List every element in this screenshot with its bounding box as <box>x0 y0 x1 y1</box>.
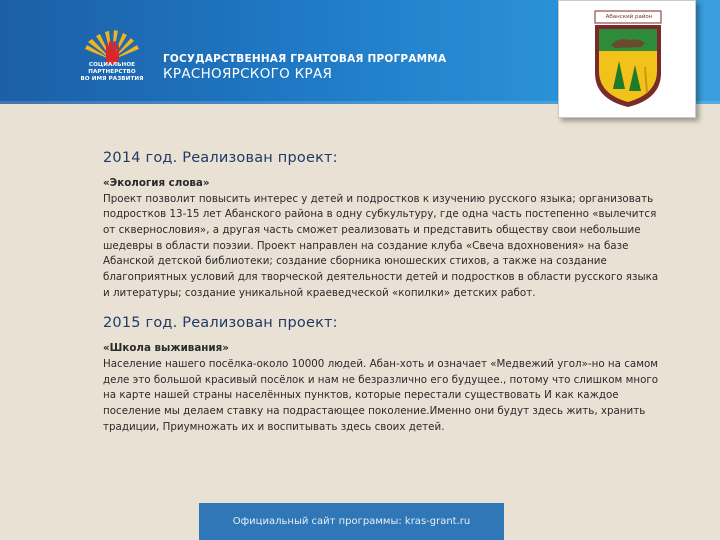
logo-text-line-1: СОЦИАЛЬНОЕ <box>88 62 136 68</box>
program-logo <box>66 28 158 88</box>
section-heading-2015: 2015 год. Реализован проект: <box>103 315 338 332</box>
program-region: КРАСНОЯРСКОГО КРАЯ <box>163 66 333 82</box>
logo-text-line-2: ПАРТНЕРСТВО <box>88 69 136 75</box>
main-content <box>103 150 663 435</box>
district-emblem-frame <box>558 0 696 118</box>
footer-website-link[interactable]: Официальный сайт программы: kras-grant.ru <box>199 503 504 540</box>
project-name-2015: «Школа выживания» <box>103 342 229 355</box>
coat-of-arms-icon <box>589 7 667 111</box>
project-description-2015: Население нашего посёлка-около 10000 людей. Абан-хоть и означает «Медвежий угол»-но на самом деле это большой красивый посёлок и нам не безразлично его будущее., потому что слишком много на карте нашей страны населённых пунктов, которые перестали существовать И как каждое поселение мы делаем ставку на подрастающее поколение.Именно они будут здесь жить, хранить традиции, Приумножать их и воспитывать здесь своих детей. <box>103 357 659 433</box>
section-heading-2014: 2014 год. Реализован проект: <box>103 150 338 166</box>
logo-text-line-3: ВО ИМЯ РАЗВИТИЯ <box>80 76 144 82</box>
project-section-2015 <box>103 315 663 435</box>
project-name-2014: «Экология слова» <box>103 177 210 189</box>
project-description-2014: Проект позволит повысить интерес у детей и подростков к изучению русского языка; организовать подростков 13-15 лет Абанского района в одну субкультуру, где одна часть постепенно «вылечится от сквернословия», а другая часть сможет реализовать и представить обществу свои небольшие шедевры в области поэзии. Проект направлен на создание клуба «Свеча вдохновения» на базе Абанской детской библиотеки; создание сборника юношеских стихов, а также на создание благоприятных условий для творческой деятельности детей и подростков в области русского языка и литературы; создание уникальной краеведческой «копилки» детских работ. <box>103 192 659 299</box>
project-section-2014 <box>103 150 663 301</box>
emblem-label: Абанский район <box>605 14 653 20</box>
program-title: ГОСУДАРСТВЕННАЯ ГРАНТОВАЯ ПРОГРАММА <box>163 53 447 65</box>
